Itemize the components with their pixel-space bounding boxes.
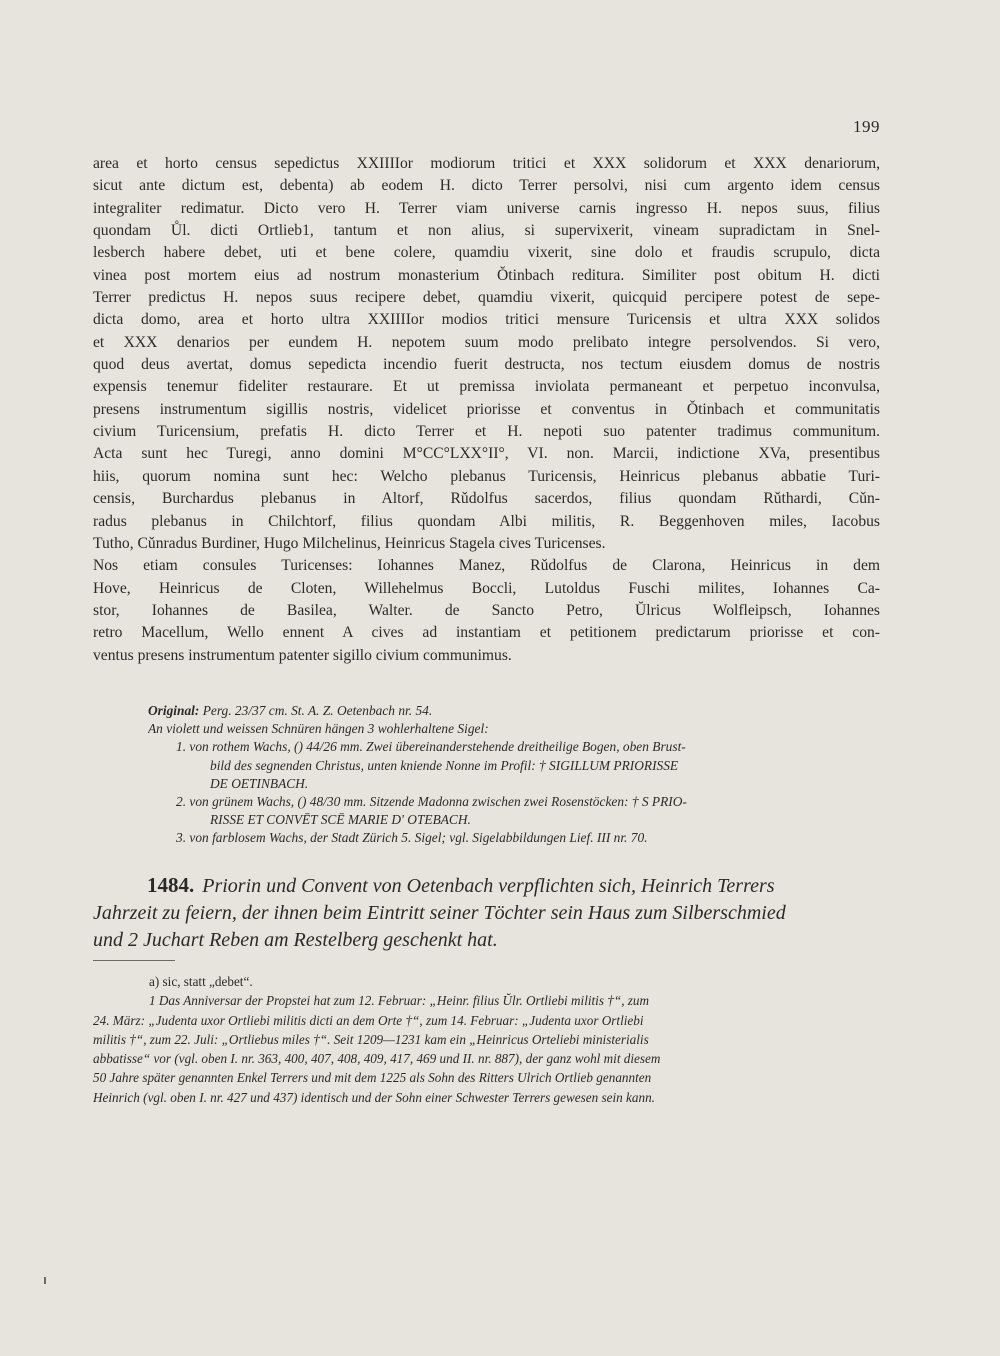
seal-note: An violett und weissen Schnüren hängen 3 wohlerhaltene Sigel: xyxy=(148,721,489,737)
document-body xyxy=(93,153,880,667)
original-text: Perg. 23/37 cm. St. A. Z. Oetenbach nr. 54. xyxy=(202,703,433,718)
body-line: hiis, quorum nomina sunt hec: Welcho plebanus Turicensis, Heinricus plebanus abbatie Turi- xyxy=(93,467,880,485)
body-line: presens instrumentum sigillis nostris, videlicet priorisse et conventus in Ŏtinbach et communitatis xyxy=(93,400,880,418)
document-number: 1484. xyxy=(147,873,195,897)
body-line: sicut ante dictum est, debenta) ab eodem H. dicto Terrer persolvi, nisi cum argento idem census xyxy=(93,177,880,195)
body-line: quod deus avertat, domus sepedicta incendio fuerit destructa, nos tectum eiusdem domus de nostris xyxy=(93,356,880,374)
footnote-line: 50 Jahre später genannten Enkel Terrers und mit dem 1225 als Sohn des Ritters Ulrich Ortlieb genannten xyxy=(93,1070,652,1086)
original-label: Original: xyxy=(148,703,200,718)
page-number: 199 xyxy=(853,117,880,136)
body-line: et XXX denarios per eundem H. nepotem suum modo prelibato integre persolvendos. Si vero, xyxy=(93,333,880,351)
body-line: censis, Burchardus plebanus in Altorf, Rǔdolfus sacerdos, filius quondam Rǔthardi, Cǔn- xyxy=(93,490,880,508)
footnote-line: 1 Das Anniversar der Propstei hat zum 12. Februar: „Heinr. filius Ŭlr. Ortliebi militis †“, zum xyxy=(149,993,650,1009)
body-line: Acta sunt hec Turegi, anno domini M°CC°LXX°II°, VI. non. Marcii, indictione XVa, presentibus xyxy=(93,445,880,463)
body-line: ventus presens instrumentum patenter sigillo civium communimus. xyxy=(93,646,512,664)
paper-speck xyxy=(44,1277,46,1284)
original-note xyxy=(148,702,883,720)
body-line: vinea post mortem eius ad nostrum monasterium Ŏtinbach reditura. Similiter post obitum H. dicti xyxy=(93,266,880,284)
footnote-divider xyxy=(93,960,175,961)
body-line: expensis tenemur fideliter restaurare. Et ut premissa inviolata permaneant et perpetuo inconvulsa, xyxy=(93,378,880,396)
seal-note: bild des segnenden Christus, unten kniende Nonne im Profil: † SIGILLUM PRIORISSE xyxy=(210,757,679,773)
seal-note: 1. von rothem Wachs, () 44/26 mm. Zwei übereinanderstehende dreitheilige Bogen, oben Brust- xyxy=(176,739,686,755)
seal-note: DE OETINBACH. xyxy=(210,775,309,791)
footnote-line: militis †“, zum 22. Juli: „Ortliebus miles †“. Seit 1209—1231 kam ein „Heinricus Orteliebi ministerialis xyxy=(93,1031,649,1047)
body-line: integraliter redimatur. Dicto vero H. Terrer viam universe carnis ingresso H. nepos suus, filius xyxy=(93,199,880,217)
footnotes xyxy=(93,972,883,1107)
body-line: dicta domo, area et horto ultra XXIIIIor modios tritici mensure Turicensis et ultra XXX solidos xyxy=(93,311,880,329)
body-line: radus plebanus in Chilchtorf, filius quondam Albi militis, R. Beggenhoven miles, Iacobus xyxy=(93,512,880,530)
footnote-line: 24. März: „Judenta uxor Ortliebi militis dicti an dem Orte †“, zum 14. Februar: „Judenta uxor Ortliebi xyxy=(93,1012,644,1028)
body-line: quondam Ůl. dicti Ortlieb1, tantum et non alius, si supervixerit, vineam supradictam in Snel- xyxy=(93,222,880,240)
body-line: Hove, Heinricus de Cloten, Willehelmus Boccli, Lutoldus Fuschi milites, Iohannes Ca- xyxy=(93,579,880,597)
footnote-line: abbatisse“ vor (vgl. oben I. nr. 363, 400, 407, 408, 409, 417, 469 und II. nr. 887), der ganz wohl mit diesem xyxy=(93,1051,661,1067)
body-line: Nos etiam consules Turicenses: Iohannes Manez, Rǔdolfus de Clarona, Heinricus in dem xyxy=(93,557,880,575)
archival-notes xyxy=(148,702,883,848)
body-line: stor, Iohannes de Basilea, Walter. de Sancto Petro, Ŭlricus Wolfleipsch, Iohannes xyxy=(93,601,880,619)
footnote-line: a) sic, statt „debet“. xyxy=(149,974,253,989)
seal-note: 2. von grünem Wachs, () 48/30 mm. Sitzende Madonna zwischen zwei Rosenstöcken: † S PRIO- xyxy=(176,794,687,810)
body-line: Terrer predictus H. nepos suus recipere debet, quamdiu vixerit, quicquid percipere potest de sepe- xyxy=(93,289,880,307)
body-line: retro Macellum, Wello ennent A cives ad instantiam et petitionem predictarum priorisse et con- xyxy=(93,624,880,642)
footnote-line: Heinrich (vgl. oben I. nr. 427 und 437) identisch und der Sohn einer Schwester Terrers gewesen sein kann. xyxy=(93,1089,655,1105)
body-line: civium Turicensium, prefatis H. dicto Terrer et H. nepoti suo patenter tradimus communitum. xyxy=(93,423,880,441)
regest-line xyxy=(93,872,893,900)
regest-line: Jahrzeit zu feiern, der ihnen beim Eintritt seiner Töchter sein Haus zum Silberschmied xyxy=(93,902,786,924)
regest-text: Priorin und Convent von Oetenbach verpflichten sich, Heinrich Terrers xyxy=(202,875,775,897)
body-line: Tutho, Cǔnradus Burdiner, Hugo Milchelinus, Heinricus Stagela cives Turicenses. xyxy=(93,534,606,552)
regest-heading xyxy=(93,872,893,954)
regest-line: und 2 Juchart Reben am Restelberg geschenkt hat. xyxy=(93,929,498,951)
body-line: lesberch habere debet, uti et bene colere, quamdiu vixerit, sine dolo et fraudis scrupulo, dicta xyxy=(93,244,880,262)
body-line: area et horto census sepedictus XXIIIIor modiorum tritici et XXX solidorum et XXX denariorum, xyxy=(93,155,880,172)
seal-note: RISSE ET CONVĒT SCĒ MARIE D' OTEBACH. xyxy=(210,812,471,828)
seal-note: 3. von farblosem Wachs, der Stadt Zürich 5. Sigel; vgl. Sigelabbildungen Lief. III nr. 70. xyxy=(176,830,648,846)
